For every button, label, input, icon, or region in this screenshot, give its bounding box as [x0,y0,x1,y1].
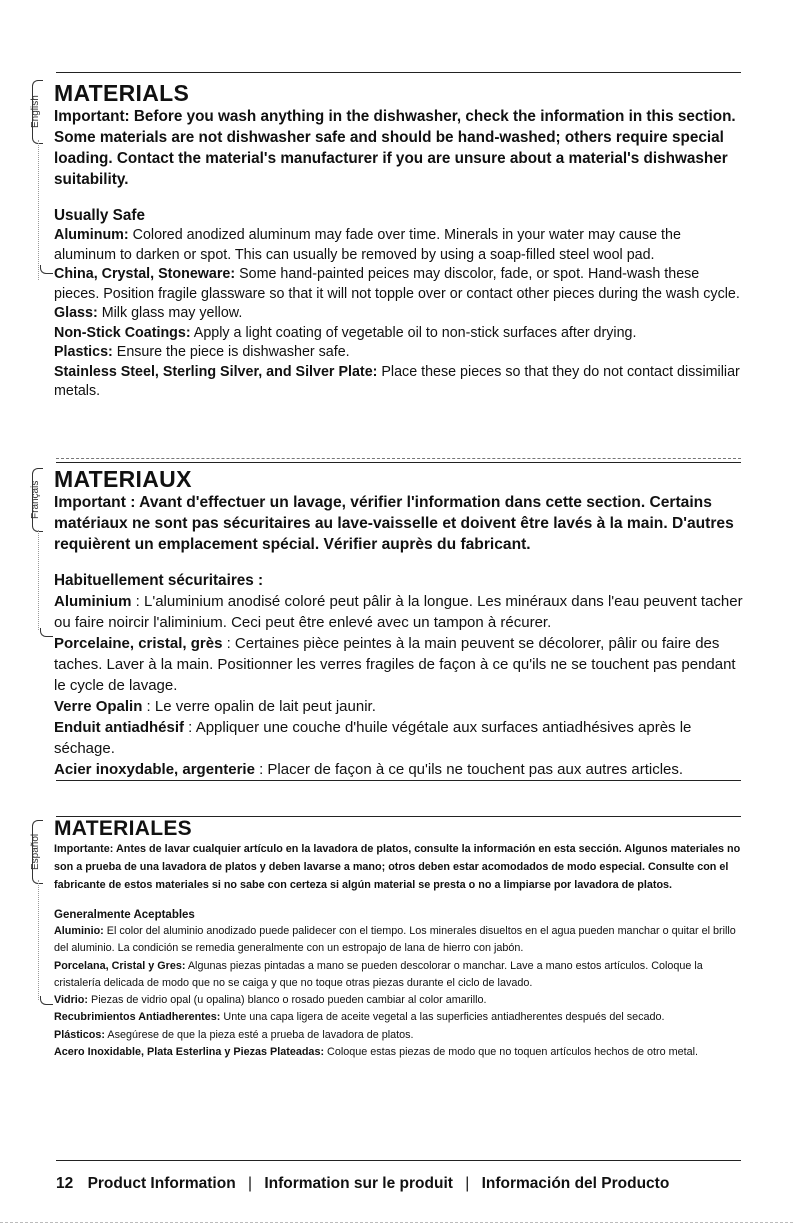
important-notice: Important: Before you wash anything in the dishwasher, check the information in this section. Some materials are not dishwasher safe and should be hand-washed; others require special loading. Contact the material's manufacturer if you are unsure about a material's dishwasher suitability. [54,108,736,188]
subheading: Habituellement sécuritaires : [54,572,264,589]
material-term: Non-Stick Coatings: [54,324,191,341]
materials-list [54,226,744,402]
section-rule-top-fr [56,462,741,463]
important-notice: Important : Avant d'effectuer un lavage, vérifier l'information dans cette section. Certains matériaux ne sont pas sécuritaires au lave-vaisselle et doivent être lavés à la main. D'autres requièrent un emplacement spécial. Vérifier auprès du fabricant. [54,494,734,553]
material-term: Vidrio: [54,994,88,1007]
bracket-tick [40,996,53,1005]
language-label-es: Español [30,833,41,871]
material-description: : Certaines pièce peintes à la main peuvent se décolorer, pâlir ou faire des taches. Laver à la main. Positionner les verres fragiles de façon à ce qu'ils ne se touchent pas pendant le cycle de lavage. [54,635,736,694]
material-description: Place these pieces so that they do not contact dissimiliar metals. [54,363,740,399]
material-item [54,759,744,780]
material-description: Unte una capa ligera de aceite vegetal a las superficies antiadherentes después del secado. [220,1011,665,1024]
material-term: Aluminum: [54,227,129,243]
material-item [54,343,744,363]
footer-title-es: Información del Producto [481,1175,670,1192]
material-term: Porcelaine, cristal, grès [54,635,223,652]
materials-section-spanish [54,818,744,1061]
material-description: Algunas piezas pintadas a mano se pueden descolorar o manchar. Lave a mano estos artículos. Coloque la cristalería delicada de modo que no se caiga y que no toque otras piezas durante el ciclo de lavado. [54,959,703,989]
material-term: Plastics: [54,344,113,360]
language-label-en: English [30,95,41,129]
section-title: MATERIALES [54,817,192,840]
material-item [54,958,744,993]
material-description: Some hand-painted peices may discolor, fade, or spot. Hand-wash these pieces. Position fragile glassware so that it will not topple over or contact other pieces during the wash cycle. [54,266,740,302]
material-description: Coloque estas piezas de modo que no toquen artículos hechos de otro metal. [324,1046,698,1059]
section-title: MATERIALS [54,80,190,106]
bracket-tick [40,628,53,637]
material-term: Porcelana, Cristal y Gres: [54,959,186,972]
material-item [54,226,744,265]
material-item [54,923,744,958]
subheading: Usually Safe [54,207,145,224]
material-term: Plásticos: [54,1028,106,1041]
material-item [54,992,744,1009]
section-rule-bottom-fr [56,780,741,781]
footer-separator: | [465,1175,470,1192]
material-description: Ensure the piece is dishwasher safe. [112,344,350,360]
material-description: : L'aluminium anodisé coloré peut pâlir à la longue. Les minéraux dans l'eau peuvent tacher ou faire noircir l'aliminium. Ceci peut être enlevé avec un tampon à récurer. [54,593,743,631]
material-item [54,363,744,402]
material-item [54,633,744,696]
subheading: Generalmente Aceptables [54,909,195,921]
material-term: Glass: [54,305,98,321]
footer-separator: | [247,1175,253,1192]
material-term: Recubrimientos Antiadherentes: [54,1011,221,1024]
material-description: Milk glass may yellow. [97,305,243,321]
material-description: El color del aluminio anodizado puede palidecer con el tiempo. Los minerales disueltos en el agua pueden manchar o quitar el brillo del aluminio. La condición se remedia generalmente con un estropajo de lana de hierro con jabón. [54,925,736,955]
materials-section-english [54,80,744,402]
material-term: China, Crystal, Stoneware: [54,266,236,282]
material-item [54,1009,744,1026]
material-term: Aluminio: [54,925,104,937]
margin-rail-es [38,880,39,1000]
section-divider-en [56,458,741,459]
material-item [54,1027,744,1044]
material-description: Apply a light coating of vegetable oil to non-stick surfaces after drying. [190,324,637,341]
material-term: Stainless Steel, Sterling Silver, and Silver Plate: [54,363,378,380]
footer-title-fr: Information sur le produit [264,1175,453,1192]
material-description: Piezas de vidrio opal (u opalina) blanco o rosado pueden cambiar al color amarillo. [88,994,487,1007]
bracket-tick-es [32,996,50,1016]
material-term: Acier inoxydable, argenterie [54,761,255,778]
materials-section-french [54,466,744,780]
material-item [54,717,744,759]
page-footer [56,1175,756,1193]
section-rule-bottom-es [56,1160,741,1161]
page-number: 12 [56,1175,74,1192]
material-item [54,324,744,344]
bracket-tick-fr [32,628,50,648]
material-description: : Appliquer une couche d'huile végétale aux surfaces antiadhésives après le séchage. [54,719,692,757]
material-item [54,696,744,717]
material-description: : Placer de façon à ce qu'ils ne touchent pas aux autres articles. [254,761,684,778]
section-rule-top-en [56,72,741,73]
material-description: : Le verre opalin de lait peut jaunir. [142,698,376,715]
language-tab-en [32,80,50,280]
section-title: MATERIAUX [54,466,192,492]
material-term: Aluminium [54,593,132,610]
material-item [54,265,744,304]
footer-title-en: Product Information [87,1175,236,1192]
margin-rail-fr [38,530,39,630]
language-tab-es [32,820,50,1020]
material-description: Colored anodized aluminum may fade over time. Minerals in your water may cause the aluminum to darken or spot. This can usually be removed by using a soap-filled steel wool pad. [54,227,681,263]
material-item [54,304,744,324]
bracket-tick-en [32,265,50,285]
material-term: Enduit antiadhésif [54,719,185,736]
materials-list [54,591,744,780]
materials-list [54,923,744,1061]
material-description: Asegúrese de que la pieza esté a prueba de lavadora de platos. [105,1028,414,1041]
page-edge-marks [0,1222,793,1223]
material-term: Verre Opalin [54,698,143,715]
margin-rail-en [38,140,39,280]
material-item [54,1044,744,1061]
bracket-tick [40,265,53,274]
important-notice: Importante: Antes de lavar cualquier artículo en la lavadora de platos, consulte la información en esta sección. Algunos materiales no son a prueba de una lavadora de platos y deben lavarse a mano; otros deben estar acomodados de modo especial. Consulte con el fabricante de estos materiales si no sabe con certeza si algún material se presta o no a limpiarse por lavadora de platos. [54,843,741,891]
language-label-fr: Français [30,480,41,520]
material-item [54,591,744,633]
material-term: Acero Inoxidable, Plata Esterlina y Piezas Plateadas: [54,1046,325,1059]
